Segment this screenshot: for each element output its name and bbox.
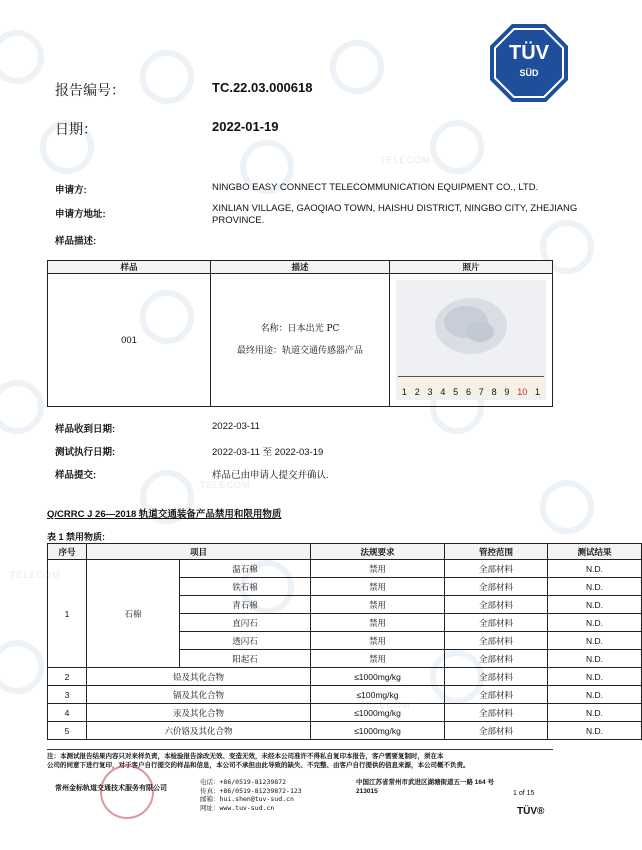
- table-row: [48, 668, 642, 686]
- ruler-mark: 6: [465, 387, 471, 397]
- substance-name: 铁石棉: [180, 578, 311, 596]
- footer-note-line1: 注：本测试报告结果内容只对来样负责，本检验报告涂改无效、变造无效，未经本公司准许不得私自复印本报告，客户需要复制时，须在本: [47, 753, 444, 760]
- tuv-logo-text: TÜV: [509, 42, 549, 64]
- applicant-address-line1: XINLIAN VILLAGE, GAOQIAO TOWN, HAISHU DISTRICT, NINGBO CITY, ZHEJIANG: [212, 203, 578, 214]
- substance-name: 温石棉: [180, 560, 311, 578]
- ruler-mark: 8: [491, 387, 497, 397]
- footer-note-line2: 公司的同意下进行复印，对于客户自行提交的样品和信息，本公司不承担由此导致的缺失、不完整、由客户自行提供的信息来源，本公司概不负责。: [47, 762, 470, 769]
- sample-received-date: 2022-03-11: [212, 421, 260, 432]
- report-date: 2022-01-19: [212, 119, 279, 134]
- result: N.D.: [548, 650, 642, 668]
- watermark-logo: [540, 480, 594, 534]
- sample-description-label: 样品描述:: [55, 236, 97, 247]
- contact-email: 邮箱：hui.shen@tuv-sud.cn: [200, 795, 294, 803]
- ruler-mark: 7: [478, 387, 484, 397]
- applicant-label: 申请方:: [55, 185, 87, 196]
- ruler-mark: 9: [504, 387, 510, 397]
- watermark-text: TELECOM: [10, 570, 61, 580]
- scope: 全部材料: [445, 632, 548, 650]
- substance-name: 铅及其化合物: [87, 668, 311, 686]
- watermark-logo: [430, 120, 484, 174]
- scope: 全部材料: [445, 722, 548, 740]
- result: N.D.: [548, 722, 642, 740]
- ruler-mark: 3: [427, 387, 433, 397]
- requirement: 禁用: [311, 614, 445, 632]
- result: N.D.: [548, 686, 642, 704]
- requirement: ≤1000mg/kg: [311, 722, 445, 740]
- company-name: 常州金标轨道交通技术服务有限公司: [55, 785, 167, 792]
- requirement: ≤1000mg/kg: [311, 704, 445, 722]
- scope: 全部材料: [445, 614, 548, 632]
- company-address: 中国江苏省常州市武进区湖塘街道五一路 164 号: [356, 779, 494, 786]
- standard-title: Q/CRRC J 26—2018 轨道交通装备产品禁用和限用物质: [47, 509, 282, 520]
- substance-name: 直闪石: [180, 614, 311, 632]
- substance-name: 阳起石: [180, 650, 311, 668]
- sample-submit: 样品已由申请人提交并确认.: [212, 470, 329, 481]
- ruler-mark: 1: [535, 387, 541, 397]
- requirement: 禁用: [311, 596, 445, 614]
- ruler-mark: 1: [401, 387, 407, 397]
- watermark-logo: [0, 640, 44, 694]
- row-no: 5: [48, 722, 87, 740]
- result: N.D.: [548, 668, 642, 686]
- ruler-mark: 10: [517, 387, 528, 397]
- scope: 全部材料: [445, 668, 548, 686]
- ruler-mark: 2: [414, 387, 420, 397]
- result: N.D.: [548, 614, 642, 632]
- tuv-logo-sub: SÜD: [519, 68, 539, 78]
- restricted-substances-table: [47, 543, 642, 740]
- result: N.D.: [548, 632, 642, 650]
- ruler-mark: 5: [453, 387, 459, 397]
- col-scope-header: 管控范围: [445, 544, 548, 560]
- pellets-image: [396, 282, 546, 370]
- sample-photo: [396, 280, 546, 400]
- watermark-text: TELECOM: [360, 700, 411, 710]
- scope: 全部材料: [445, 686, 548, 704]
- sample-received-label: 样品收到日期:: [55, 424, 116, 435]
- test-date-label: 测试执行日期:: [55, 447, 116, 458]
- row-no: 2: [48, 668, 87, 686]
- col-requirement-header: 法规要求: [311, 544, 445, 560]
- contact-tel: 电话：+86/0519-81239872: [200, 778, 287, 786]
- ruler: [398, 376, 544, 397]
- contact-block: [200, 778, 302, 812]
- company-postcode: 213015: [356, 788, 378, 795]
- substance-name: 六价铬及其化合物: [87, 722, 311, 740]
- table-row: [48, 704, 642, 722]
- scope: 全部材料: [445, 704, 548, 722]
- table-caption: 表 1 禁用物质:: [47, 532, 106, 542]
- test-date: 2022-03-11 至 2022-03-19: [212, 447, 324, 458]
- requirement: 禁用: [311, 578, 445, 596]
- asbestos-no: 1: [48, 560, 87, 668]
- sample-id: 001: [48, 274, 211, 407]
- table-row: [48, 686, 642, 704]
- contact-fax: 传真：+86/0519-81239872-123: [200, 786, 302, 795]
- substance-name: 透闪石: [180, 632, 311, 650]
- page-number: 1 of 15: [513, 790, 535, 797]
- substance-name: 汞及其化合物: [87, 704, 311, 722]
- col-no-header: 序号: [48, 544, 87, 560]
- watermark-text: TELECOM: [200, 480, 251, 490]
- result: N.D.: [548, 578, 642, 596]
- description-col-header: 描述: [211, 261, 390, 274]
- watermark-logo: [0, 380, 44, 434]
- footer-divider: [47, 749, 553, 750]
- col-result-header: 测试结果: [548, 544, 642, 560]
- watermark-text: TELECOM: [380, 155, 431, 165]
- asbestos-name: 石棉: [87, 560, 180, 668]
- scope: 全部材料: [445, 578, 548, 596]
- substance-name: 青石棉: [180, 596, 311, 614]
- sample-col-header: 样品: [48, 261, 211, 274]
- applicant-address-line2: PROVINCE.: [212, 215, 265, 226]
- scope: 全部材料: [445, 560, 548, 578]
- sample-table: [47, 260, 553, 407]
- sample-description: [211, 274, 390, 407]
- substance-name: 镉及其化合物: [87, 686, 311, 704]
- requirement: 禁用: [311, 632, 445, 650]
- watermark-logo: [140, 50, 194, 104]
- report-no: TC.22.03.000618: [212, 80, 313, 95]
- result: N.D.: [548, 560, 642, 578]
- applicant-name: NINGBO EASY CONNECT TELECOMMUNICATION EQUIPMENT CO., LTD.: [212, 182, 539, 193]
- col-item-header: 项目: [87, 544, 311, 560]
- scope: 全部材料: [445, 650, 548, 668]
- watermark-logo: [0, 30, 44, 84]
- scope: 全部材料: [445, 596, 548, 614]
- photo-col-header: 照片: [390, 261, 553, 274]
- row-no: 3: [48, 686, 87, 704]
- requirement: 禁用: [311, 650, 445, 668]
- watermark-logo: [330, 40, 384, 94]
- requirement: 禁用: [311, 560, 445, 578]
- result: N.D.: [548, 704, 642, 722]
- applicant-address-label: 申请方地址:: [55, 209, 106, 220]
- requirement: ≤100mg/kg: [311, 686, 445, 704]
- table-row: [48, 560, 642, 578]
- address-block: [356, 778, 494, 796]
- tuv-logo: [488, 22, 570, 104]
- contact-web: 网址：www.tuv-sud.cn: [200, 803, 275, 812]
- sample-submit-label: 样品提交:: [55, 470, 97, 481]
- row-no: 4: [48, 704, 87, 722]
- result: N.D.: [548, 596, 642, 614]
- report-no-label: 报告编号：: [55, 83, 125, 99]
- sample-use-line: 最终用途：轨道交通传感器产品: [236, 346, 363, 356]
- requirement: ≤1000mg/kg: [311, 668, 445, 686]
- sample-photo-cell: [390, 274, 553, 407]
- date-label: 日期：: [55, 122, 97, 138]
- ruler-mark: 4: [440, 387, 446, 397]
- tuv-footer-brand: TÜV®: [517, 806, 545, 817]
- table-row: [48, 722, 642, 740]
- sample-name-line: 名称：日本出光 PC: [260, 324, 340, 334]
